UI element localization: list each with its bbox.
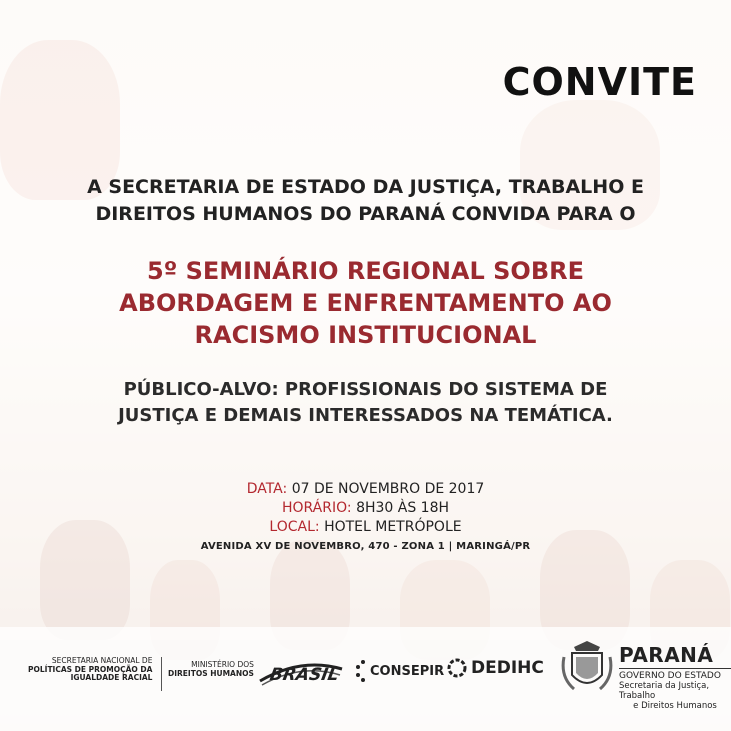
event-headline xyxy=(0,255,731,351)
headline-line: RACISMO INSTITUCIONAL xyxy=(194,321,537,349)
date-value: 07 DE NOVEMBRO DE 2017 xyxy=(291,481,485,497)
dedihc-text: DEDIHC xyxy=(471,658,544,678)
seppir-line: SECRETARIA NACIONAL DE xyxy=(51,656,153,665)
audience-line: JUSTIÇA E DEMAIS INTERESSADOS NA TEMÁTICA. xyxy=(118,405,613,426)
secretaria-line: e Direitos Humanos xyxy=(633,701,717,711)
intro-text xyxy=(0,174,731,228)
address: AVENIDA XV DE NOVEMBRO, 470 - ZONA 1 | MARINGÁ/PR xyxy=(200,541,531,552)
ministerio-line: MINISTÉRIO DOS xyxy=(191,660,254,669)
time-value: 8H30 ÀS 18H xyxy=(356,500,450,516)
time-label: HORÁRIO: xyxy=(281,500,352,516)
brasil-logo xyxy=(256,655,346,691)
intro-line: DIREITOS HUMANOS DO PARANÁ CONVIDA PARA O xyxy=(95,203,636,225)
time-row xyxy=(0,499,731,518)
parana-government-logo xyxy=(619,643,731,711)
seppir-line: IGUALDADE RACIAL xyxy=(70,673,153,682)
secretaria-line: Secretaria da Justiça, Trabalho xyxy=(619,681,710,701)
brasil-text: BRASIL xyxy=(268,665,341,685)
consepir-logo xyxy=(356,659,444,683)
audience-line: PÚBLICO-ALVO: PROFISSIONAIS DO SISTEMA DE xyxy=(123,379,608,400)
intro-line: A SECRETARIA DE ESTADO DA JUSTIÇA, TRABALHO E xyxy=(87,176,644,198)
sponsor-logos-bar xyxy=(0,627,731,731)
divider xyxy=(161,657,162,691)
event-details xyxy=(0,480,731,556)
headline-line: 5º SEMINÁRIO REGIONAL SOBRE xyxy=(147,257,584,285)
dedihc-logo xyxy=(446,657,544,679)
date-label: DATA: xyxy=(246,481,288,497)
parana-text: PARANÁ xyxy=(619,643,714,667)
place-row xyxy=(0,518,731,537)
ministerio-logo xyxy=(168,661,254,678)
ministerio-line: DIREITOS HUMANOS xyxy=(168,668,254,678)
place-label: LOCAL: xyxy=(269,519,320,535)
parana-coat-of-arms xyxy=(560,637,614,701)
governo-text: GOVERNO DO ESTADO xyxy=(619,668,731,681)
target-audience xyxy=(0,377,731,429)
place-value: HOTEL METRÓPOLE xyxy=(324,519,462,535)
date-row xyxy=(0,480,731,499)
dedihc-circle-icon xyxy=(446,657,468,679)
invitation-title: CONVITE xyxy=(502,60,697,104)
consepir-dots-icon xyxy=(356,659,370,683)
coat-of-arms-icon xyxy=(560,637,614,697)
seppir-line: POLÍTICAS DE PROMOÇÃO DA xyxy=(28,664,153,674)
seppir-logo xyxy=(28,657,152,683)
consepir-text: CONSEPIR xyxy=(370,663,445,679)
headline-line: ABORDAGEM E ENFRENTAMENTO AO xyxy=(119,289,612,317)
